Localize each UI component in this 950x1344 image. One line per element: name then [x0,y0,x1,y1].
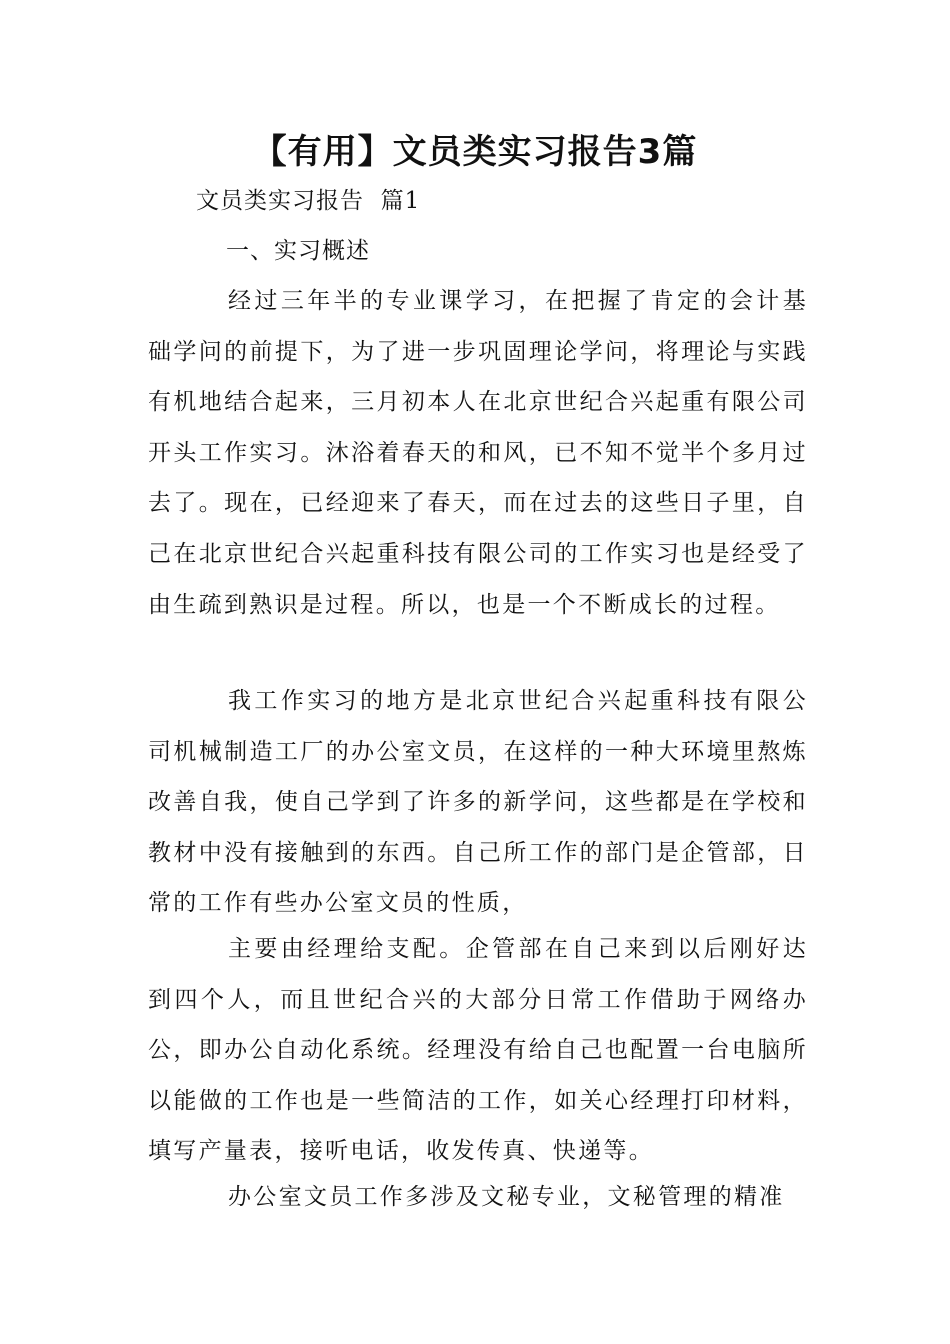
document-subtitle: 文员类实习报告 篇1 [196,188,421,214]
body-paragraph: 办公室文员工作多涉及文秘专业，文秘管理的精准 [228,1184,785,1210]
body-paragraph: 经过三年半的专业课学习，在把握了肯定的会计基础学问的前提下，为了进一步巩固理论学问，将理论与实践有机地结合起来，三月初本人在北京世纪合兴起重有限公司开头工作实习。沐浴着春天的和风，已不知不觉半个多月过去了。现在，已经迎来了春天，而在过去的这些日子里，自己在北京世纪合兴起重科技有限公司的工作实习也是经受了由生疏到熟识是过程。所以，也是一个不断成长的过程。 [148,288,808,618]
document-title: 【有用】文员类实习报告3篇 [252,132,698,172]
body-paragraph: 主要由经理给支配。企管部在自己来到以后刚好达到四个人，而且世纪合兴的大部分日常工作借助于网络办公，即办公自动化系统。经理没有给自己也配置一台电脑所以能做的工作也是一些简洁的工作，如关心经理打印材料，填写产量表，接听电话，收发传真、快递等。 [148,936,808,1165]
body-paragraph: 我工作实习的地方是北京世纪合兴起重科技有限公司机械制造工厂的办公室文员，在这样的一种大环境里熬炼改善自我，使自己学到了许多的新学问，这些都是在学校和教材中没有接触到的东西。自己所工作的部门是企管部，日常的工作有些办公室文员的性质， [148,688,808,917]
section-heading: 一、实习概述 [226,238,370,264]
